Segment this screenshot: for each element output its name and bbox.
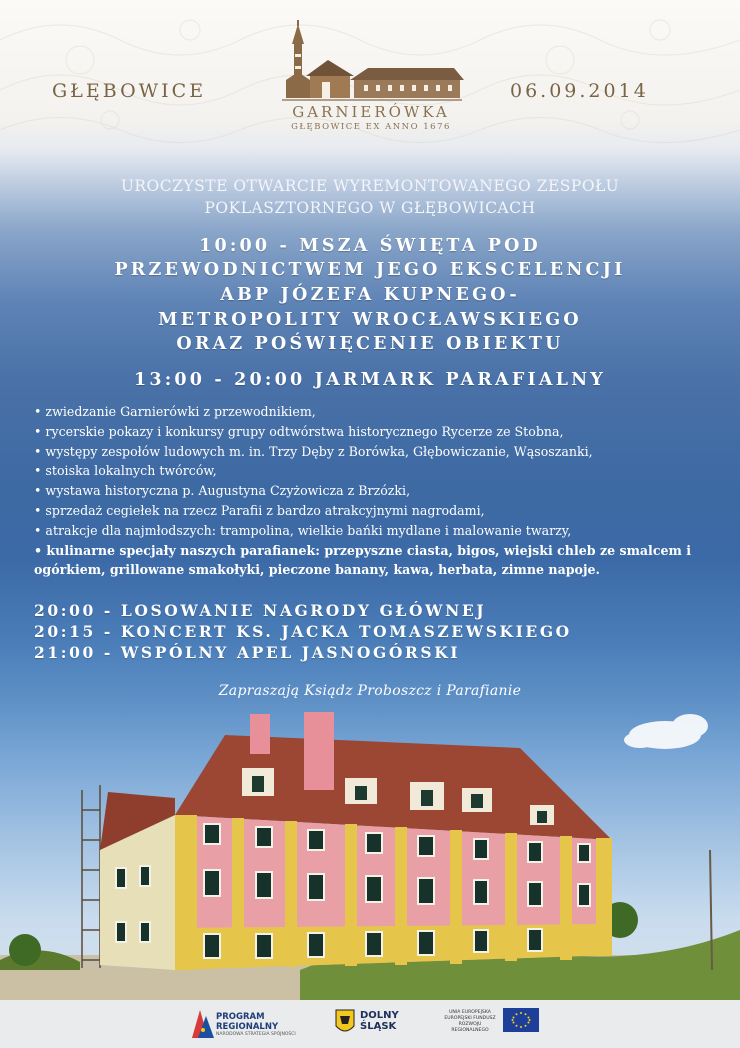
event-date: 06.09.2014: [510, 80, 649, 102]
ds-line-2: ŚLĄSK: [360, 1021, 397, 1032]
list-item: • wystawa historyczna p. Augustyna Czyżowicza z Brzózki,: [34, 483, 411, 499]
cloud-icon: [624, 714, 708, 749]
eu-label: [440, 1010, 500, 1034]
mass-line-3: ABP JÓZEFA KUPNEGO-: [220, 285, 520, 305]
location-title: GŁĘBOWICE: [52, 80, 207, 102]
program-line-2: REGIONALNY: [216, 1022, 279, 1032]
schedule-item: 20:15 - KONCERT KS. JACKA TOMASZEWSKIEGO: [34, 622, 572, 641]
market-title: 13:00 - 20:00 JARMARK PARAFIALNY: [133, 370, 607, 390]
invitation-signature: Zapraszają Ksiądz Proboszcz i Parafianie: [218, 683, 522, 699]
list-item: • rycerskie pokazy i konkursy grupy odtwórstwa historycznego Rycerze ze Stobna,: [34, 423, 564, 439]
schedule-item: 21:00 - WSPÓLNY APEL JASNOGÓRSKI: [34, 643, 461, 662]
eu-line-1: UNIA EUROPEJSKA: [449, 1010, 491, 1015]
intro-line-2: POKLASZTORNEGO W GŁĘBOWICACH: [204, 199, 536, 217]
list-item: • kulinarne specjały naszych parafianek: przepyszne ciasta, bigos, wiejski chleb ze smalcem i ogórkiem, grillowane smakołyki, pieczone banany, kawa, herbata, zimne napoje.: [34, 542, 692, 578]
list-item: • atrakcje dla najmłodszych: trampolina, wielkie bańki mydlane i malowanie twarzy,: [34, 522, 572, 538]
program-small-text: NARODOWA STRATEGIA SPÓJNOŚCI: [216, 1032, 296, 1037]
list-item: • zwiedzanie Garnierówki z przewodnikiem,: [34, 404, 316, 419]
eu-flag-icon: [503, 1008, 539, 1032]
eu-line-3: ROZWOJU REGIONALNEGO: [451, 1022, 489, 1033]
list-item: • sprzedaż cegiełek na rzecz Parafii z bardzo atrakcyjnymi nagrodami,: [34, 502, 485, 518]
mass-line-2: PRZEWODNICTWEM JEGO EKSCELENCJI: [114, 260, 626, 280]
list-item: • stoiska lokalnych twórców,: [34, 463, 217, 479]
eu-line-2: EUROPEJSKI FUNDUSZ: [444, 1016, 496, 1021]
mass-line-5: ORAZ POŚWIĘCENIE OBIEKTU: [176, 334, 564, 354]
intro-line-1: UROCZYSTE OTWARCIE WYREMONTOWANEGO ZESPOŁU: [120, 177, 620, 195]
schedule-item: 20:00 - LOSOWANIE NAGRODY GŁÓWNEJ: [34, 601, 487, 620]
list-item: • występy zespołów ludowych m. in. Trzy Dęby z Borówka, Głębowiczanie, Wąsoszanki,: [34, 443, 593, 459]
mass-line-1: 10:00 - MSZA ŚWIĘTA POD: [199, 236, 541, 256]
mass-line-4: METROPOLITY WROCŁAWSKIEGO: [158, 310, 582, 330]
dolny-slask-label: [360, 1010, 399, 1032]
logo-name: GARNIERÓWKA: [292, 103, 450, 121]
ds-line-1: DOLNY: [360, 1010, 399, 1021]
opening-announcement: [40, 175, 700, 219]
building-photo: [0, 700, 740, 1000]
program-line-1: PROGRAM: [216, 1012, 265, 1022]
market-attractions-list: [34, 402, 714, 580]
logo-subtitle: GŁĘBOWICE EX ANNO 1676: [291, 122, 451, 132]
program-regionalny-label: [216, 1012, 278, 1032]
